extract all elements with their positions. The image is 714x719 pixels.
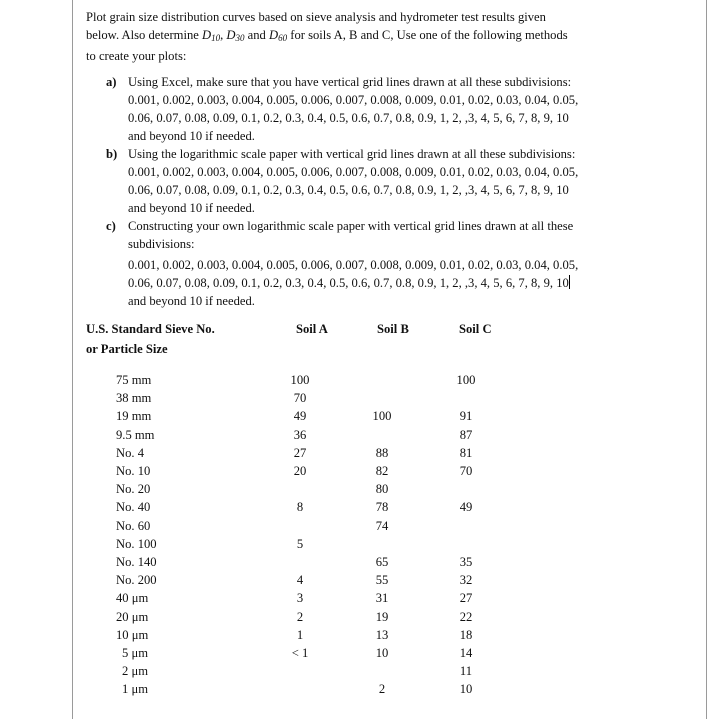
row-label: No. 100 [116, 536, 157, 551]
row-label: No. 60 [116, 518, 151, 533]
row-label: 40 μm [116, 591, 149, 606]
table-row [86, 391, 646, 409]
d30-subscript: 30 [235, 33, 245, 43]
soil-a-value: 27 [293, 445, 307, 460]
soil-c-value: 27 [459, 591, 473, 606]
soil-c-value: 10 [459, 682, 473, 697]
intro-paragraph [86, 8, 646, 65]
row-label: No. 40 [116, 500, 151, 515]
intro-text: below. Also determine [86, 28, 202, 42]
intro-line-3: to create your plots: [86, 49, 187, 63]
method-a-tail: and beyond 10 if needed. [128, 129, 255, 143]
soil-c-value: 49 [459, 500, 473, 515]
table-row [86, 446, 646, 464]
method-b-tail: and beyond 10 if needed. [128, 201, 255, 215]
table-row [86, 555, 646, 573]
table-row [86, 664, 646, 682]
soil-a-value: 70 [293, 391, 307, 406]
soil-c-value: 14 [459, 646, 473, 660]
table-row [86, 537, 646, 555]
row-label: 1 μm [122, 682, 148, 697]
soil-a-value: 20 [293, 464, 307, 478]
method-c-title-2: subdivisions: [128, 237, 195, 251]
table-row [86, 628, 646, 646]
soil-c-value: 11 [459, 664, 473, 679]
header-soil-c: Soil C [459, 322, 492, 336]
soil-b-value: 31 [375, 591, 389, 606]
header-sieve-label: U.S. Standard Sieve No. [86, 322, 215, 336]
d10-subscript: 10 [211, 33, 221, 43]
table-row [86, 682, 646, 700]
row-label: 9.5 mm [116, 427, 155, 442]
row-label: No. 10 [116, 464, 151, 478]
soil-a-value: 4 [296, 573, 304, 588]
table-row [86, 464, 646, 482]
table-row [86, 591, 646, 609]
soil-b-value: 13 [375, 627, 389, 642]
page-edge-left [72, 0, 73, 719]
method-a-numbers-2: 0.06, 0.07, 0.08, 0.09, 0.1, 0.2, 0.3, 0.4, 0.5, 0.6, 0.7, 0.8, 0.9, 1, 2, ,3, 4, 5, 6, 7, 8, 9, 10 [128, 111, 569, 125]
method-a-numbers-1: 0.001, 0.002, 0.003, 0.004, 0.005, 0.006, 0.007, 0.008, 0.009, 0.01, 0.02, 0.03, 0.04, 0.05, [128, 93, 579, 107]
d10-symbol: D [202, 28, 212, 42]
d60-symbol: D [269, 28, 279, 42]
table-row [86, 500, 646, 518]
soil-b-value: 19 [375, 609, 389, 624]
soil-a-value: 3 [296, 591, 304, 606]
method-c-letter: c) [106, 219, 116, 233]
soil-b-value: 10 [375, 646, 389, 660]
table-row [86, 482, 646, 500]
table-row [86, 373, 646, 391]
method-b [86, 145, 646, 217]
method-c-numbers-2-wrap [128, 274, 646, 292]
table-row [86, 646, 646, 664]
row-label: 19 mm [116, 409, 152, 424]
method-c [86, 217, 646, 310]
separator: , [220, 28, 227, 42]
soil-b-value: 82 [375, 464, 389, 478]
method-b-numbers-2: 0.06, 0.07, 0.08, 0.09, 0.1, 0.2, 0.3, 0.4, 0.5, 0.6, 0.7, 0.8, 0.9, 1, 2, ,3, 4, 5, 6, 7, 8, 9, 10 [128, 183, 569, 197]
soil-b-value: 78 [375, 500, 389, 515]
soil-a-value: 36 [293, 427, 307, 442]
soil-c-value: 22 [459, 609, 473, 624]
row-label: 75 mm [116, 373, 152, 387]
header-soil-b: Soil B [377, 322, 409, 336]
and-text: and [244, 28, 269, 42]
soil-c-value: 35 [459, 555, 473, 569]
row-label: No. 4 [116, 445, 144, 460]
soil-c-value: 81 [459, 445, 473, 460]
header-particle-size: or Particle Size [86, 342, 168, 356]
soil-a-value: < 1 [291, 646, 309, 660]
row-label: No. 140 [116, 555, 157, 569]
row-label: 20 μm [116, 609, 149, 624]
d60-subscript: 60 [278, 33, 288, 43]
table-row [86, 409, 646, 427]
table-row [86, 428, 646, 446]
table-row [86, 573, 646, 591]
row-label: 10 μm [116, 627, 149, 642]
row-label: 5 μm [122, 646, 148, 660]
method-a-title: Using Excel, make sure that you have vertical grid lines drawn at all these subdivisions: [128, 75, 572, 89]
soil-b-value: 2 [378, 682, 386, 697]
method-a-letter: a) [106, 75, 117, 89]
method-b-letter: b) [106, 147, 118, 161]
soil-b-value: 88 [375, 445, 389, 460]
soil-c-value: 100 [456, 373, 476, 387]
d30-symbol: D [226, 28, 236, 42]
row-label: No. 200 [116, 573, 157, 588]
soil-c-value: 91 [459, 409, 473, 424]
soil-a-value: 8 [296, 500, 304, 515]
method-c-tail: and beyond 10 if needed. [128, 294, 255, 308]
soil-a-value: 5 [296, 536, 304, 551]
row-label: 2 μm [122, 664, 148, 679]
method-c-title: Constructing your own logarithmic scale paper with vertical grid lines drawn at all these [128, 219, 574, 233]
document-body [86, 8, 646, 310]
soil-c-value: 87 [459, 427, 473, 442]
method-b-numbers-1: 0.001, 0.002, 0.003, 0.004, 0.005, 0.006, 0.007, 0.008, 0.009, 0.01, 0.02, 0.03, 0.04, 0.05, [128, 165, 579, 179]
text-cursor [569, 275, 570, 289]
soil-a-value: 100 [290, 373, 310, 387]
method-a [86, 73, 646, 145]
intro-line-1: Plot grain size distribution curves based on sieve analysis and hydrometer test results given [86, 10, 546, 24]
row-label: No. 20 [116, 482, 151, 497]
soil-b-value: 65 [375, 555, 389, 569]
table-row [86, 519, 646, 537]
soil-c-value: 18 [459, 627, 473, 642]
table-row [86, 610, 646, 628]
page-edge-right [706, 0, 707, 719]
row-label: 38 mm [116, 391, 152, 406]
soil-b-value: 80 [375, 482, 389, 497]
soil-b-value: 74 [375, 518, 389, 533]
method-c-numbers-2: 0.06, 0.07, 0.08, 0.09, 0.1, 0.2, 0.3, 0.4, 0.5, 0.6, 0.7, 0.8, 0.9, 1, 2, ,3, 4, 5, 6, 7, 8, 9, 10 [128, 276, 569, 290]
soil-a-value: 1 [296, 627, 304, 642]
soil-c-value: 70 [459, 464, 473, 478]
intro-text-end: for soils A, B and C, Use one of the following methods [287, 28, 568, 42]
soil-c-value: 32 [459, 573, 473, 588]
soil-a-value: 2 [296, 609, 304, 624]
soil-b-value: 100 [372, 409, 392, 424]
soil-a-value: 49 [293, 409, 307, 424]
soil-b-value: 55 [375, 573, 389, 588]
method-c-numbers-1: 0.001, 0.002, 0.003, 0.004, 0.005, 0.006, 0.007, 0.008, 0.009, 0.01, 0.02, 0.03, 0.04, 0.05, [128, 258, 579, 272]
method-b-title: Using the logarithmic scale paper with vertical grid lines drawn at all these subdivisions: [128, 147, 576, 161]
header-soil-a: Soil A [296, 322, 328, 336]
